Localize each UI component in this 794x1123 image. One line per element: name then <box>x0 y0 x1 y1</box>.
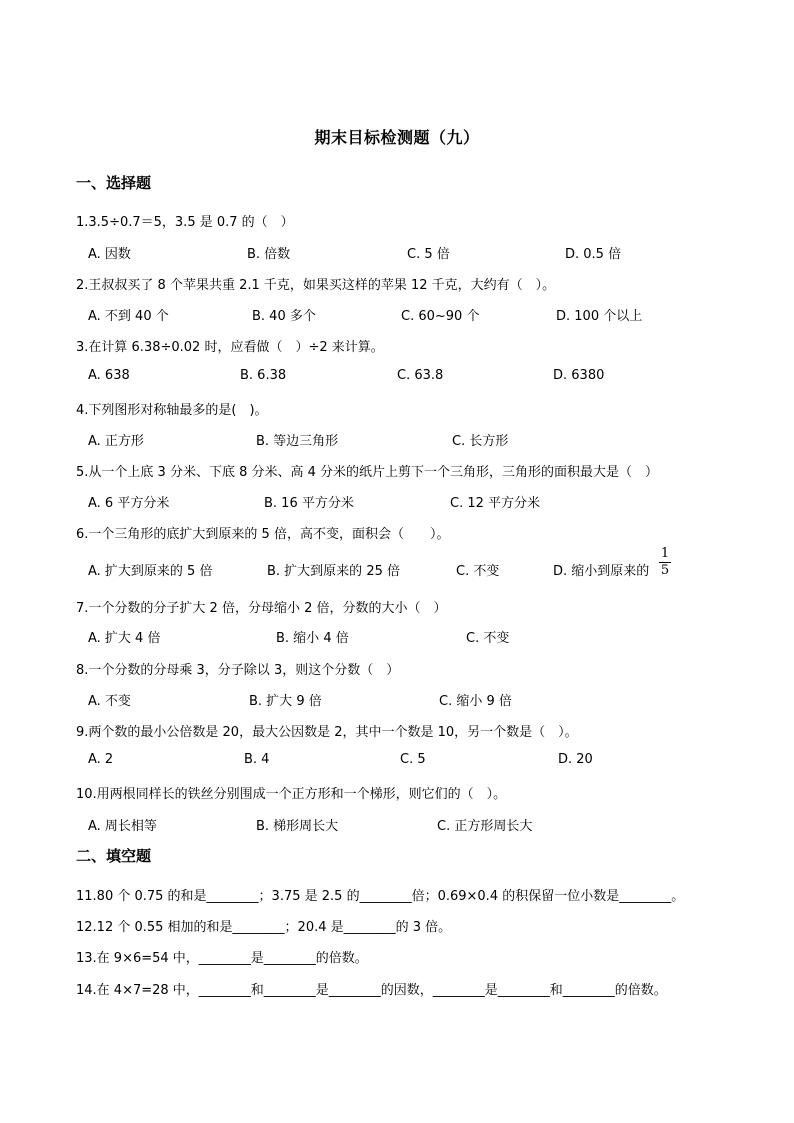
question-8: 8.一个分数的分母乘 3，分子除以 3，则这个分数（ ） <box>76 663 400 678</box>
q2-option-b: B. 40 多个 <box>252 309 316 324</box>
q5-option-c: C. 12 平方分米 <box>450 496 541 511</box>
q9-option-d: D. 20 <box>558 752 593 767</box>
q6-option-a: A. 扩大到原来的 5 倍 <box>88 564 213 579</box>
question-3: 3.在计算 6.38÷0.02 时，应看做（ ）÷2 来计算。 <box>76 340 384 355</box>
section-heading-fill: 二、填空题 <box>76 847 152 865</box>
fraction-denominator: 5 <box>660 563 670 578</box>
q5-option-b: B. 16 平方分米 <box>264 496 354 511</box>
q7-option-c: C. 不变 <box>466 631 510 646</box>
q10-option-b: B. 梯形周长大 <box>256 819 339 834</box>
q7-option-b: B. 缩小 4 倍 <box>276 631 349 646</box>
q8-option-b: B. 扩大 9 倍 <box>249 694 322 709</box>
section-heading-choice: 一、选择题 <box>76 174 152 192</box>
q3-option-d: D. 6380 <box>553 368 605 383</box>
q3-option-b: B. 6.38 <box>240 368 287 383</box>
q2-option-d: D. 100 个以上 <box>556 309 643 324</box>
fraction-numerator: 1 <box>660 546 670 561</box>
page-title: 期末目标检测题（九） <box>314 128 480 147</box>
q6-option-d: D. 缩小到原来的 <box>553 564 650 579</box>
q1-option-d: D. 0.5 倍 <box>565 247 622 262</box>
question-6: 6.一个三角形的底扩大到原来的 5 倍，高不变，面积会（ ）。 <box>76 527 450 542</box>
q10-option-c: C. 正方形周长大 <box>437 819 533 834</box>
q1-option-c: C. 5 倍 <box>407 247 450 262</box>
q8-option-a: A. 不变 <box>88 694 131 709</box>
question-12: 12.12 个 0.55 相加的和是________；20.4 是________的 3 倍。 <box>76 920 452 935</box>
q8-option-c: C. 缩小 9 倍 <box>439 694 512 709</box>
q2-option-c: C. 60~90 个 <box>401 309 480 324</box>
q1-option-a: A. 因数 <box>88 247 131 262</box>
question-1: 1.3.5÷0.7＝5，3.5 是 0.7 的（ ） <box>76 215 294 230</box>
q3-option-c: C. 63.8 <box>397 368 444 383</box>
q1-option-b: B. 倍数 <box>247 247 291 262</box>
q9-option-a: A. 2 <box>88 752 114 767</box>
fraction-one-fifth <box>659 547 671 578</box>
q4-option-b: B. 等边三角形 <box>256 434 339 449</box>
q7-option-a: A. 扩大 4 倍 <box>88 631 161 646</box>
q9-option-c: C. 5 <box>400 752 426 767</box>
question-13: 13.在 9×6=54 中，________是________的倍数。 <box>76 951 368 966</box>
q3-option-a: A. 638 <box>88 368 130 383</box>
question-10: 10.用两根同样长的铁丝分别围成一个正方形和一个梯形，则它们的（ ）。 <box>76 787 507 802</box>
q4-option-c: C. 长方形 <box>452 434 509 449</box>
q2-option-a: A. 不到 40 个 <box>88 309 169 324</box>
q10-option-a: A. 周长相等 <box>88 819 157 834</box>
question-5: 5.从一个上底 3 分米、下底 8 分米、高 4 分米的纸片上剪下一个三角形，三角形的面积最大是（ ） <box>76 465 659 480</box>
question-4: 4.下列图形对称轴最多的是( )。 <box>76 403 268 418</box>
question-11: 11.80 个 0.75 的和是________；3.75 是 2.5 的________倍；0.69×0.4 的积保留一位小数是________。 <box>76 889 685 904</box>
q4-option-a: A. 正方形 <box>88 434 144 449</box>
q6-option-c: C. 不变 <box>456 564 500 579</box>
q9-option-b: B. 4 <box>244 752 270 767</box>
question-14: 14.在 4×7=28 中，________和________是________的因数，________是________和________的倍数。 <box>76 983 667 998</box>
question-9: 9.两个数的最小公倍数是 20，最大公因数是 2，其中一个数是 10，另一个数是（ ）。 <box>76 725 578 740</box>
q5-option-a: A. 6 平方分米 <box>88 496 170 511</box>
question-7: 7.一个分数的分子扩大 2 倍，分母缩小 2 倍，分数的大小（ ） <box>76 601 447 616</box>
q6-option-b: B. 扩大到原来的 25 倍 <box>267 564 400 579</box>
question-2: 2.王叔叔买了 8 个苹果共重 2.1 千克，如果买这样的苹果 12 千克，大约有（ ）。 <box>76 278 556 293</box>
